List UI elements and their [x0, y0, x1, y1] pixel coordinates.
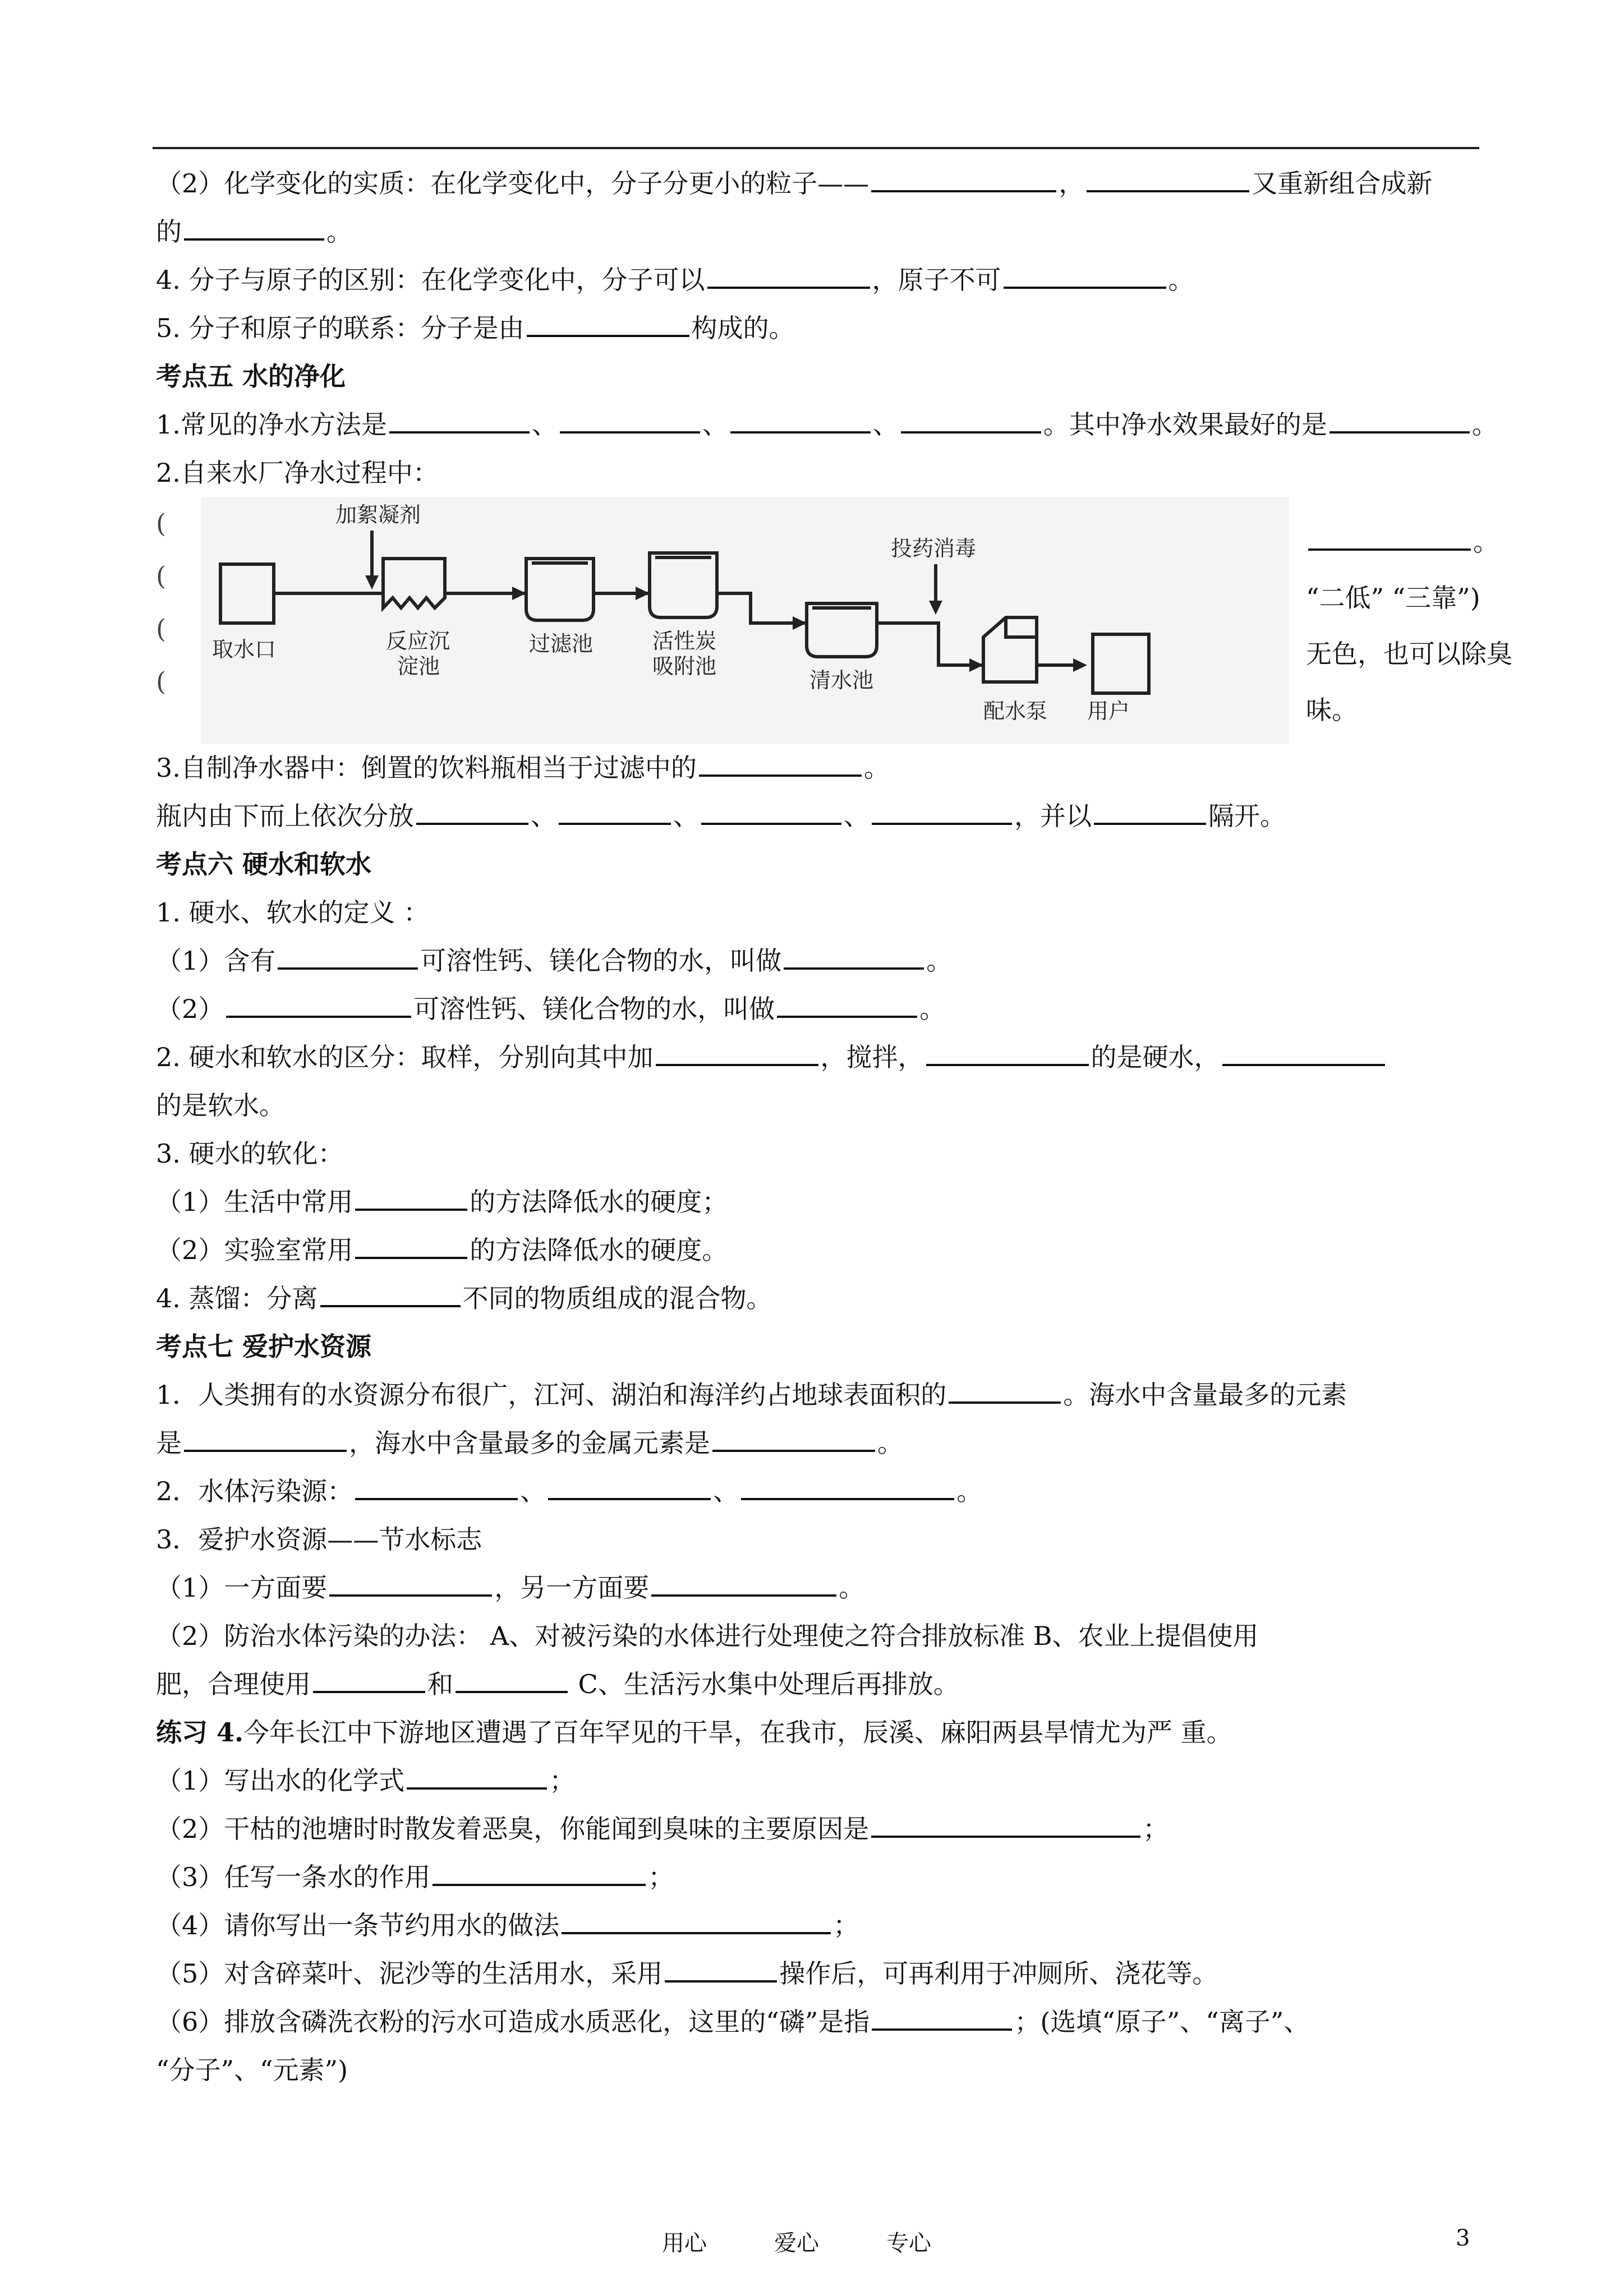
answer-blank[interactable]	[226, 986, 411, 1018]
answer-blank[interactable]	[559, 794, 671, 825]
text: （2）实验室常用	[156, 1235, 353, 1265]
answer-blank[interactable]	[712, 1421, 875, 1452]
text: （1）含有	[156, 946, 276, 976]
answer-blank[interactable]	[329, 1565, 492, 1597]
text: 和	[427, 1669, 453, 1699]
answer-blank[interactable]	[184, 209, 324, 241]
mark: (	[156, 561, 166, 591]
note-remove-odor: 无色，也可以除臭味。	[1306, 639, 1512, 725]
mark: (	[156, 508, 166, 538]
waterworks-diagram-block	[156, 497, 1542, 744]
text: 5. 分子和原子的联系：分子是由	[156, 313, 525, 343]
answer-blank[interactable]	[456, 1662, 568, 1693]
line-waterworks: 2.自来水厂净水过程中：	[156, 458, 439, 488]
text: 可溶性钙、镁化合物的水，叫做	[420, 946, 782, 976]
line-purification-methods	[156, 400, 1542, 449]
answer-blank[interactable]	[949, 1372, 1061, 1404]
answer-blank[interactable]	[1329, 402, 1470, 434]
text: ；	[648, 1862, 674, 1892]
worksheet-content	[156, 159, 1542, 2094]
answer-blank[interactable]	[871, 1806, 1140, 1838]
text: 隔开。	[1208, 801, 1286, 831]
answer-blank[interactable]	[699, 745, 862, 777]
text: 的	[156, 216, 182, 247]
text: （4）请你写出一条节约用水的做法	[156, 1910, 560, 1940]
text: ；(选填“原子”、“离子”、	[1014, 2007, 1310, 2037]
text: ，搅拌，	[820, 1042, 924, 1072]
text: ，另一方面要	[494, 1573, 650, 1603]
answer-blank[interactable]	[355, 1228, 467, 1259]
text: ，并以	[1014, 801, 1092, 831]
text: ，	[1059, 168, 1085, 199]
text: 。	[877, 1428, 903, 1458]
text: （2）	[156, 994, 224, 1024]
text: 。其中净水效果最好的是	[1043, 409, 1327, 440]
text: 的是硬水，	[1091, 1042, 1220, 1072]
answer-blank[interactable]	[416, 794, 528, 825]
line-prevent-pollution: （2）防治水体污染的办法： A、对被污染的水体进行处理使之符合排放标准 B、农业上提倡使用	[156, 1621, 1259, 1651]
text: 2. 硬水和软水的区分：取样，分别向其中加	[156, 1042, 654, 1072]
text: 操作后，可再利用于冲厕所、浇花等。	[779, 1958, 1218, 1989]
text: （2）化学变化的实质：在化学变化中，分子分更小的粒子——	[156, 168, 869, 199]
line-chem-change	[156, 159, 1542, 208]
answer-blank[interactable]	[548, 1469, 711, 1500]
text: 4. 蒸馏：分离	[156, 1283, 318, 1313]
text: 。海水中含量最多的元素	[1063, 1380, 1347, 1410]
text: 。	[1168, 265, 1194, 295]
label-carbon-1: 活性炭	[652, 629, 717, 653]
line-hard-water-def	[156, 937, 1542, 985]
answer-blank[interactable]	[184, 1421, 347, 1452]
line-ex-q1	[156, 1756, 1542, 1805]
text: （2）干枯的池塘时时散发着恶臭，你能闻到臭味的主要原因是	[156, 1814, 869, 1844]
answer-blank[interactable]	[389, 402, 530, 434]
line-prevent-pollution-cont	[156, 1660, 1542, 1708]
answer-blank[interactable]	[355, 1469, 518, 1500]
answer-blank[interactable]	[562, 1903, 831, 1934]
section-heading-6: 考点六 硬水和软水	[156, 849, 372, 879]
text: C、生活污水集中处理后再排放。	[570, 1669, 959, 1699]
answer-blank[interactable]	[407, 1758, 547, 1790]
label-settle-2: 淀池	[397, 654, 440, 679]
footer-motto-2: 爱心	[774, 2230, 819, 2256]
text: 。	[926, 946, 953, 976]
label-carbon-2: 吸附池	[652, 654, 717, 679]
answer-blank[interactable]	[656, 1035, 818, 1066]
section-heading-5: 考点五 水的净化	[156, 361, 346, 391]
label-clear-water: 清水池	[809, 668, 874, 693]
carbon-tank	[650, 553, 717, 617]
text: 、	[844, 801, 869, 831]
label-pump: 配水泵	[983, 699, 1048, 723]
text: 、	[520, 1476, 546, 1506]
line-soft-water-def	[156, 985, 1542, 1033]
water-treatment-flow-diagram	[201, 497, 1289, 744]
text: 肥，合理使用	[156, 1669, 311, 1699]
line-ex-q6-cont: “分子”、“元素”)	[156, 2055, 348, 2085]
answer-blank[interactable]	[872, 1999, 1012, 2031]
diagram-notes	[1306, 514, 1542, 725]
mark: (	[156, 614, 166, 644]
text: 。	[326, 216, 352, 247]
answer-blank[interactable]	[730, 402, 871, 434]
label-coagulant: 加絮凝剂	[335, 502, 421, 527]
text: 。	[863, 753, 890, 783]
line-hard-soft-def: 1. 硬水、软水的定义 ：	[156, 897, 430, 928]
line-home-filter	[156, 744, 1542, 792]
answer-blank[interactable]	[1004, 257, 1166, 289]
answer-blank[interactable]	[707, 257, 870, 289]
line-protect-water: 3．爱护水资源——节水标志	[156, 1524, 482, 1555]
intake-box	[220, 564, 274, 623]
user-box	[1093, 634, 1149, 693]
note-two-low-three-lean: “二低” “三靠”)	[1306, 583, 1480, 613]
text: 今年长江中下游地区遭遇了百年罕见的干旱，在我市，辰溪、麻阳两县旱情尤为严 重。	[243, 1717, 1232, 1748]
footer-motto-3: 专心	[886, 2230, 931, 2256]
line-distillation	[156, 1274, 1542, 1322]
line-distinguish-cont: 的是软水。	[156, 1090, 285, 1121]
text: （3）任写一条水的作用	[156, 1862, 431, 1892]
answer-blank[interactable]	[1308, 519, 1471, 551]
text: ，海水中含量最多的金属元素是	[349, 1428, 710, 1458]
line-molecule-atom-difference	[156, 256, 1542, 304]
clear-water-tank	[807, 603, 877, 657]
text: 不同的物质组成的混合物。	[462, 1283, 772, 1313]
answer-blank[interactable]	[871, 161, 1056, 192]
text: 、	[531, 801, 556, 831]
text: 。	[956, 1476, 983, 1506]
pump	[983, 617, 1037, 682]
filter-tank	[526, 559, 594, 620]
page-number: 3	[1456, 2225, 1470, 2251]
answer-blank[interactable]	[1094, 794, 1206, 825]
text: 。	[1473, 527, 1499, 557]
line-chem-change-cont	[156, 208, 1542, 256]
text: （1）一方面要	[156, 1573, 328, 1603]
answer-blank[interactable]	[784, 938, 924, 970]
answer-blank[interactable]	[355, 1179, 467, 1211]
line-protect-both	[156, 1564, 1542, 1612]
answer-blank[interactable]	[433, 1855, 646, 1886]
line-ex-q5	[156, 1949, 1542, 1998]
answer-blank[interactable]	[701, 794, 841, 825]
header-rule	[153, 147, 1479, 149]
label-user: 用户	[1087, 699, 1130, 723]
answer-blank[interactable]	[320, 1276, 461, 1307]
text: 。	[919, 994, 946, 1024]
answer-blank[interactable]	[527, 306, 689, 337]
text: 构成的。	[691, 313, 795, 343]
line-softening-lab	[156, 1226, 1542, 1274]
text: 1．人类拥有的水资源分布很广，江河、湖泊和海洋约占地球表面积的	[156, 1380, 947, 1410]
text: （5）对含碎菜叶、泥沙等的生活用水，采用	[156, 1958, 663, 1989]
text: 又重新组合成新	[1252, 168, 1433, 199]
line-distinguish	[156, 1033, 1542, 1081]
answer-blank[interactable]	[560, 402, 700, 434]
answer-blank[interactable]	[777, 986, 917, 1018]
line-ex-q3	[156, 1853, 1542, 1901]
text: 。	[1471, 409, 1498, 440]
section-heading-7: 考点七 爱护水资源	[156, 1331, 372, 1362]
text: 2．水体污染源：	[156, 1476, 353, 1506]
text: 的方法降低水的硬度。	[470, 1235, 728, 1265]
line-ex-q4	[156, 1901, 1542, 1949]
text: 、	[531, 409, 558, 440]
exercise-label: 练习 4.	[156, 1717, 244, 1748]
text: ；	[1143, 1814, 1169, 1844]
label-settle-1: 反应沉	[386, 629, 450, 653]
answer-blank[interactable]	[665, 1951, 777, 1983]
text: 1.常见的净水方法是	[156, 409, 387, 440]
line-pollution-sources	[156, 1467, 1542, 1515]
answer-blank[interactable]	[741, 1469, 954, 1500]
text: 4. 分子与原子的区别：在化学变化中，分子可以	[156, 265, 705, 295]
line-water-resources	[156, 1371, 1542, 1419]
answer-blank[interactable]	[1087, 161, 1249, 192]
text: 3.自制净水器中：倒置的饮料瓶相当于过滤中的	[156, 753, 697, 783]
text: （1）写出水的化学式	[156, 1765, 405, 1796]
text: 的方法降低水的硬度；	[470, 1187, 728, 1217]
answer-blank[interactable]	[278, 938, 418, 970]
label-filter: 过滤池	[529, 631, 594, 656]
text: 、	[673, 801, 699, 831]
left-marks	[156, 497, 178, 708]
text: （6）排放含磷洗衣粉的污水可造成水质恶化，这里的“磷”是指	[156, 2007, 870, 2037]
text: ，原子不可	[872, 265, 1001, 295]
text: （1）生活中常用	[156, 1187, 353, 1217]
line-ex-q2	[156, 1805, 1542, 1853]
text: 瓶内由下而上依次分放	[156, 801, 414, 831]
answer-blank[interactable]	[1222, 1035, 1385, 1066]
settling-tank	[383, 559, 445, 608]
answer-blank[interactable]	[651, 1565, 836, 1597]
line-exercise-4	[156, 1708, 1542, 1756]
text: 是	[156, 1428, 182, 1458]
pipe	[877, 623, 983, 665]
label-disinfect: 投药消毒	[891, 536, 977, 561]
line-water-resources-cont	[156, 1419, 1542, 1467]
answer-blank[interactable]	[926, 1035, 1089, 1066]
line-molecule-atom-relation	[156, 304, 1542, 352]
label-intake: 取水口	[212, 637, 277, 662]
text: 。	[839, 1573, 865, 1603]
footer-motto-1: 用心	[662, 2230, 707, 2256]
mark: (	[156, 666, 166, 697]
line-softening: 3. 硬水的软化：	[156, 1138, 344, 1169]
line-ex-q6	[156, 1998, 1542, 2046]
text: 、	[702, 409, 728, 440]
answer-blank[interactable]	[313, 1662, 425, 1693]
text: 、	[872, 409, 899, 440]
text: 可溶性钙、镁化合物的水，叫做	[413, 994, 775, 1024]
text: ；	[549, 1765, 576, 1796]
text: 、	[713, 1476, 739, 1506]
line-filter-layers	[156, 792, 1542, 840]
text: ；	[833, 1910, 859, 1940]
line-softening-life	[156, 1178, 1542, 1226]
answer-blank[interactable]	[901, 402, 1041, 434]
answer-blank[interactable]	[872, 794, 1012, 825]
